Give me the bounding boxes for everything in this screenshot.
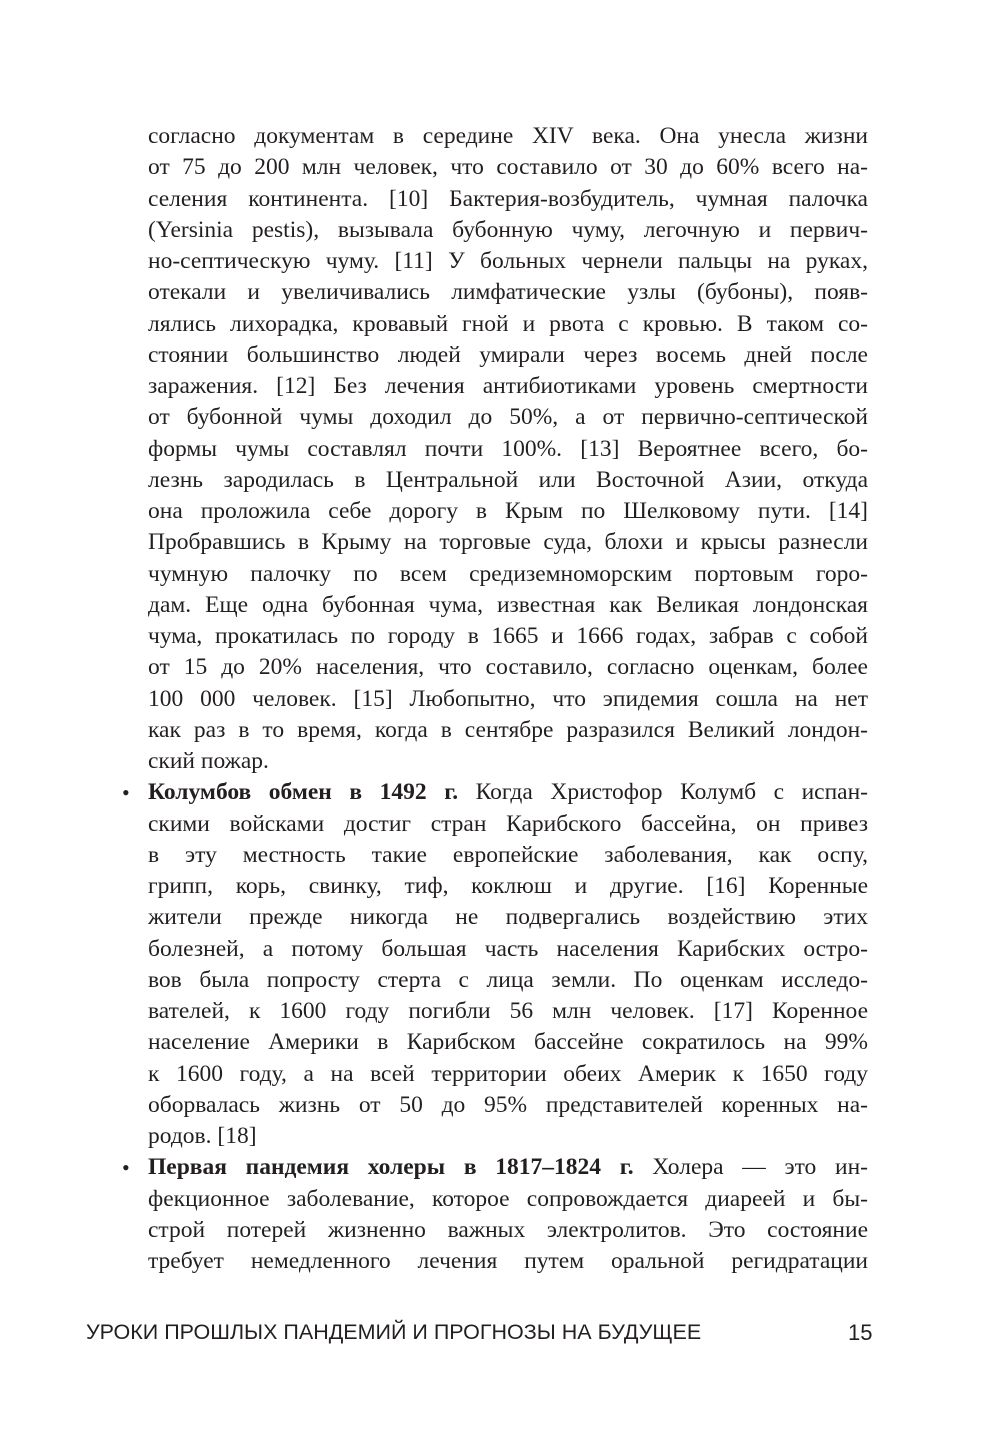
text-line: грипп, корь, свинку, тиф, коклюш и другие. [16] Коренные — [148, 873, 868, 899]
text-line: ский пожар. — [148, 748, 269, 774]
bullet-icon: • — [122, 1155, 130, 1181]
text-line: согласно документам в середине XIV века. Она унесла жизни — [148, 123, 868, 149]
text-line: формы чумы составлял почти 100%. [13] Вероятнее всего, бо- — [148, 435, 868, 462]
text-line: она проложила себе дорогу в Крым по Шелковому пути. [14] — [148, 498, 868, 524]
text-line: заражения. [12] Без лечения антибиотиками уровень смертности — [148, 373, 868, 399]
text-line: оборвалась жизнь от 50 до 95% представителей коренных на- — [148, 1091, 868, 1118]
text-line: строй потерей жизненно важных электролитов. Это состояние — [148, 1216, 868, 1243]
text-line: от 15 до 20% населения, что составило, согласно оценкам, более — [148, 654, 868, 681]
text-line: дам. Еще одна бубонная чума, известная как Великая лондонская — [148, 591, 868, 618]
text-line: (Yersinia pestis), вызывала бубонную чуму, легочную и первич- — [148, 216, 868, 243]
text-line: 100 000 человек. [15] Любопытно, что эпидемия сошла на нет — [148, 685, 868, 712]
page-number: 15 — [848, 1320, 873, 1345]
text-line: вателей, к 1600 году погибли 56 млн человек. [17] Коренное — [148, 998, 868, 1024]
text-line: родов. [18] — [148, 1123, 257, 1149]
text-line: от бубонной чумы доходил до 50%, а от первично-септической — [148, 404, 868, 431]
text-line: скими войсками достиг стран Карибского бассейна, он привез — [148, 810, 868, 837]
text-line: чума, прокатилась по городу в 1665 и 1666 годах, забрав с собой — [148, 623, 868, 649]
list-item: • Первая пандемия холеры в 1817–1824 г. Холера — это ин- фекционное заболевание, которое сопровождается диареей и бы- строй потерей жизненно важных электролитов. Это состояние требует немедленного лечения путем оральной регидратации — [148, 1152, 868, 1277]
text-line: болезней, а потому большая часть населения Карибских остро- — [148, 935, 868, 962]
text-line: лялись лихорадка, кровавый гной и рвота с кровью. В таком со- — [148, 310, 868, 337]
text-line: Пробравшись в Крыму на торговые суда, блохи и крысы разнесли — [148, 529, 868, 556]
text-line: жители прежде никогда не подвергались воздействию этих — [148, 904, 868, 931]
text-line: как раз в то время, когда в сентябре разразился Великий лондон- — [148, 716, 868, 743]
item-heading: Колумбов обмен в 1492 г. — [148, 779, 459, 806]
paragraph — [148, 121, 868, 777]
text-line: отекали и увеличивались лимфатические узлы (бубоны), появ- — [148, 279, 868, 306]
item-heading: Первая пандемия холеры в 1817–1824 г. — [148, 1154, 634, 1181]
list-item: • Колумбов обмен в 1492 г. Когда Христофор Колумб с испан- скими войсками достиг стран Карибского бассейна, он привез в эту местность такие европейские заболевания, как оспу, грипп, корь, свинку, тиф, коклюш и другие. [16] Коренные жители прежде никогда не подвергались воздействию этих болезней, а потому большая часть населения Карибских остро- вов была попросту стерта с лица земли. По оценкам исследо- вателей, к 1600 году погибли 56 млн человек. [17] Коренное население Америки в Карибском бассейне сократилось на 99% к 1600 году, а на всей территории обеих Америк к 1650 году оборвалась жизнь от 50 до 95% представителей коренных на- родов. [18] — [148, 777, 868, 1152]
text-line: стоянии большинство людей умирали через восемь дней после — [148, 341, 868, 368]
text-line: селения континента. [10] Бактерия-возбудитель, чумная палочка — [148, 185, 868, 212]
text-line: но-септическую чуму. [11] У больных чернели пальцы на руках, — [148, 248, 868, 274]
text-line: в эту местность такие европейские заболевания, как оспу, — [148, 841, 868, 868]
bullet-icon: • — [122, 780, 130, 806]
text-line: фекционное заболевание, которое сопровождается диареей и бы- — [148, 1185, 868, 1212]
text-line: чумную палочку по всем средиземноморским портовым горо- — [148, 560, 868, 587]
running-title: УРОКИ ПРОШЛЫХ ПАНДЕМИЙ И ПРОГНОЗЫ НА БУДУЩЕЕ — [86, 1320, 702, 1344]
text-line: население Америки в Карибском бассейне сократилось на 99% — [148, 1029, 868, 1056]
text-line: лезнь зародилась в Центральной или Восточной Азии, откуда — [148, 466, 868, 493]
text-line: от 75 до 200 млн человек, что составило от 30 до 60% всего на- — [148, 154, 868, 181]
body-text — [122, 121, 868, 1277]
text-line: требует немедленного лечения путем оральной регидратации — [148, 1248, 868, 1274]
text-line: к 1600 году, а на всей территории обеих Америк к 1650 году — [148, 1060, 868, 1087]
text-line: вов была попросту стерта с лица земли. По оценкам исследо- — [148, 966, 868, 993]
